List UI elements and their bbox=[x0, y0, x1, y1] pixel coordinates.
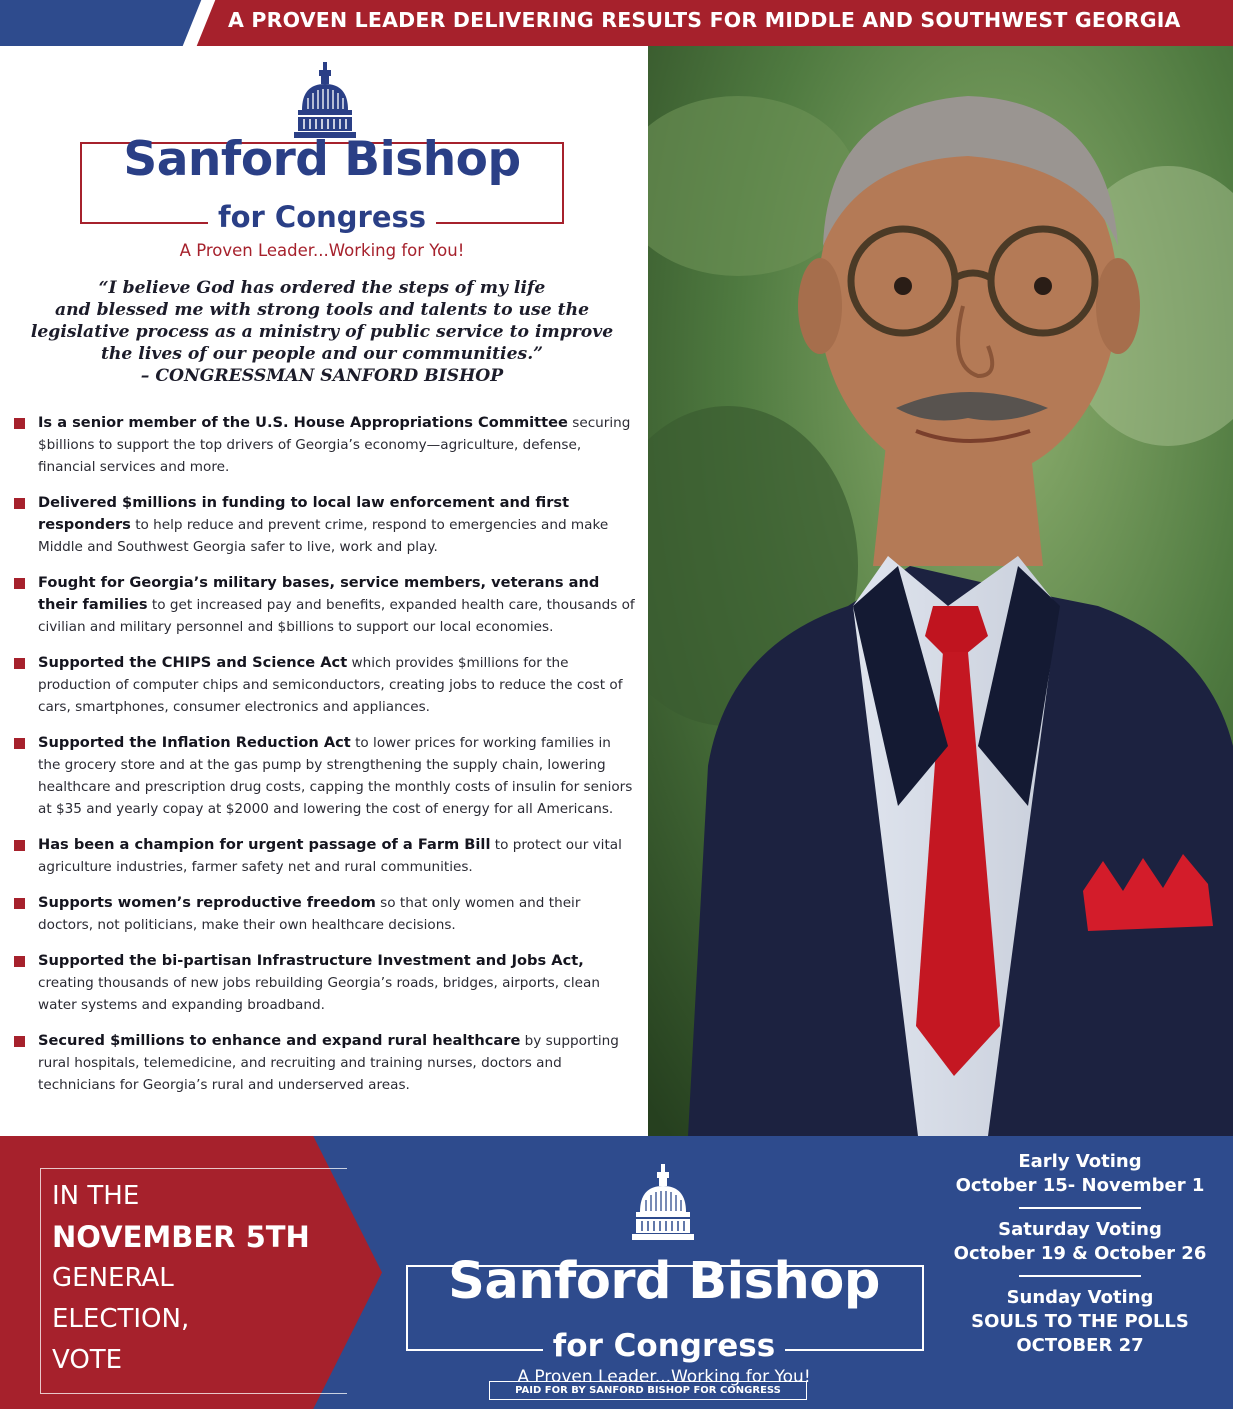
banner-tagline: A PROVEN LEADER DELIVERING RESULTS FOR MIDDLE AND SOUTHWEST GEORGIA bbox=[228, 8, 1181, 32]
sunday-voting-title: Sunday Voting bbox=[1006, 1287, 1154, 1308]
candidate-portrait bbox=[648, 46, 1233, 1136]
election-line: IN THE bbox=[52, 1181, 140, 1211]
logo-tagline: A Proven Leader...Working for You! bbox=[517, 1367, 811, 1387]
list-item: Supported the CHIPS and Science Act which provides $millions for the production of computer chips and semiconductors, creating jobs to reduce the cost of cars, smartphones, consumer electronics and appliances. bbox=[14, 652, 636, 718]
election-line: VOTE bbox=[52, 1345, 123, 1375]
accomplishments-list bbox=[14, 412, 636, 1110]
portrait-illustration bbox=[648, 46, 1233, 1136]
bullet-square-icon bbox=[14, 840, 25, 851]
divider bbox=[1019, 1207, 1141, 1209]
bullet-square-icon bbox=[14, 898, 25, 909]
quote-line: legislative process as a ministry of public service to improve bbox=[30, 322, 614, 342]
divider bbox=[1019, 1275, 1141, 1277]
logo-subtitle: for Congress bbox=[404, 1328, 924, 1364]
election-callout bbox=[52, 1176, 352, 1381]
blue-wedge bbox=[0, 0, 215, 46]
voting-schedule bbox=[940, 1150, 1220, 1367]
logo-name: Sanford Bishop bbox=[123, 132, 521, 187]
election-line: GENERAL bbox=[52, 1263, 174, 1293]
early-voting-title: Early Voting bbox=[1018, 1151, 1142, 1172]
capitol-dome-icon bbox=[630, 1164, 696, 1252]
bullet-square-icon bbox=[14, 498, 25, 509]
quote-line: the lives of our people and our communities.” bbox=[100, 344, 544, 364]
bullet-square-icon bbox=[14, 1036, 25, 1047]
sunday-voting bbox=[940, 1286, 1220, 1367]
list-item: Fought for Georgia’s military bases, service members, veterans and their families to get increased pay and benefits, expanded health care, thousands of civilian and military personnel and $billions to support our local economies. bbox=[14, 572, 636, 638]
list-item: Secured $millions to enhance and expand rural healthcare by supporting rural hospitals, telemedicine, and recruiting and training nurses, doctors and technicians for Georgia’s rural and underserved areas. bbox=[14, 1030, 636, 1096]
bullet-square-icon bbox=[14, 738, 25, 749]
bullet-square-icon bbox=[14, 658, 25, 669]
list-item: Supported the Inflation Reduction Act to lower prices for working families in the grocery store and at the gas pump by strengthening the supply chain, lowering healthcare and prescription drug costs, capping the monthly costs of insulin for seniors at $35 and yearly copay at $2000 and lowering the cost of energy for all Americans. bbox=[14, 732, 636, 820]
list-item: Is a senior member of the U.S. House Appropriations Committee securing $billions to support the top drivers of Georgia’s economy—agriculture, defense, financial services and more. bbox=[14, 412, 636, 478]
logo-subtitle: for Congress bbox=[80, 200, 564, 234]
saturday-voting-title: Saturday Voting bbox=[998, 1219, 1162, 1240]
paid-for-disclaimer: PAID FOR BY SANFORD BISHOP FOR CONGRESS bbox=[489, 1381, 807, 1400]
early-voting bbox=[940, 1150, 1220, 1207]
quote-line: and blessed me with strong tools and talents to use the bbox=[54, 300, 590, 320]
early-voting-dates: October 15- November 1 bbox=[955, 1175, 1205, 1196]
list-item: Has been a champion for urgent passage of a Farm Bill to protect our vital agriculture industries, farmer safety net and rural communities. bbox=[14, 834, 636, 878]
sunday-voting-date: OCTOBER 27 bbox=[1016, 1335, 1144, 1356]
election-line: ELECTION, bbox=[52, 1304, 190, 1334]
list-item: Delivered $millions in funding to local law enforcement and first responders to help reduce and prevent crime, respond to emergencies and make Middle and Southwest Georgia safer to live, work and play. bbox=[14, 492, 636, 558]
campaign-logo bbox=[80, 62, 564, 262]
election-date: NOVEMBER 5TH bbox=[52, 1220, 310, 1254]
list-item: Supported the bi-partisan Infrastructure Investment and Jobs Act, creating thousands of new jobs rebuilding Georgia’s roads, bridges, airports, clean water systems and expanding broadband. bbox=[14, 950, 636, 1016]
top-banner bbox=[0, 0, 1233, 46]
logo-tagline: A Proven Leader...Working for You! bbox=[179, 241, 465, 260]
sunday-voting-line: SOULS TO THE POLLS bbox=[971, 1311, 1189, 1332]
bullet-square-icon bbox=[14, 956, 25, 967]
saturday-voting-dates: October 19 & October 26 bbox=[953, 1243, 1207, 1264]
quote-line: “I believe God has ordered the steps of my life bbox=[98, 278, 546, 298]
quote-attribution: – CONGRESSMAN SANFORD BISHOP bbox=[140, 366, 504, 386]
bullet-square-icon bbox=[14, 578, 25, 589]
candidate-quote bbox=[18, 277, 626, 387]
list-item: Supports women’s reproductive freedom so that only women and their doctors, not politicians, make their own healthcare decisions. bbox=[14, 892, 636, 936]
bullet-square-icon bbox=[14, 418, 25, 429]
logo-name: Sanford Bishop bbox=[448, 1252, 880, 1311]
saturday-voting bbox=[940, 1218, 1220, 1275]
bottom-campaign-logo bbox=[404, 1160, 924, 1387]
